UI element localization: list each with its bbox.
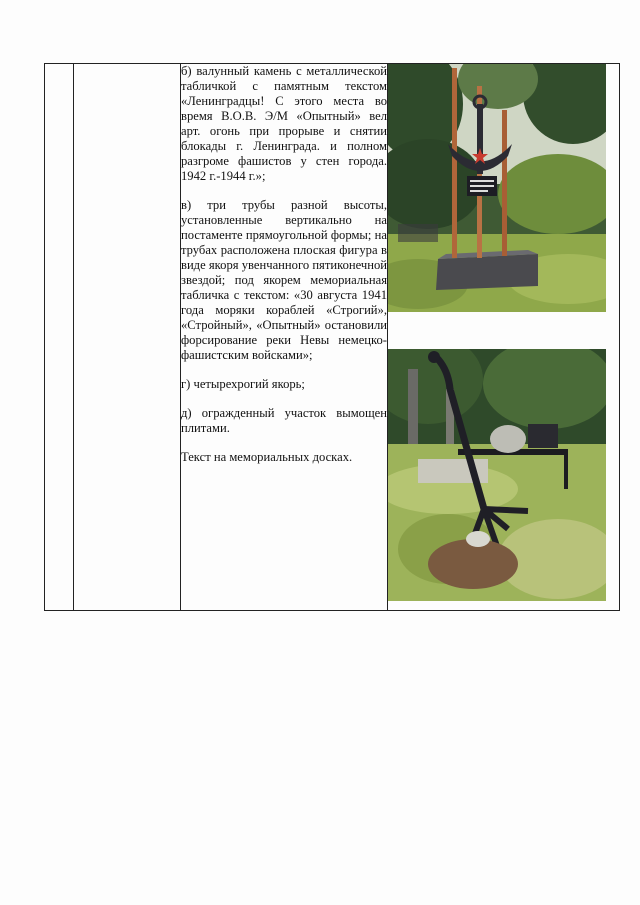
- row-number-cell: [45, 64, 74, 611]
- photos-cell: [388, 64, 620, 611]
- item-b-boulder: б) валунный камень с металлической табличкой с памятным текстом «Ленинградцы! С этого места во время В.О.В. Э/М «Опытный» вел арт. огонь при прорыве и снятии блокады г. Ленинграда. и полном разгроме фашистов у стен города. 1942 г.-1944 г.»;: [181, 64, 387, 183]
- pipes-anchor-monument-photo: [388, 64, 606, 312]
- item-v-pipes: в) три трубы разной высоты, установленные вертикально на постаменте прямоугольной формы; на трубах расположена плоская фигура в виде якоря увенчанного пятиконечной звездой; под якорем мемориальная табличка с текстом: «30 августа 1941 года моряки кораблей «Строгий», «Стройный», «Опытный» остановили форсирование реки Невы немецко-фашистским войсками»;: [181, 198, 387, 362]
- four-fluke-anchor-photo: [388, 349, 606, 601]
- item-g-anchor: г) четырехрогий якорь;: [181, 377, 305, 391]
- table-row: [45, 64, 620, 611]
- memorial-plaques-note: Текст на мемориальных досках.: [181, 450, 353, 464]
- description-cell: [181, 64, 388, 611]
- item-d-paved-area: д) огражденный участок вымощен плитами.: [181, 406, 387, 435]
- object-name-cell: [74, 64, 181, 611]
- monument-table: [44, 63, 620, 611]
